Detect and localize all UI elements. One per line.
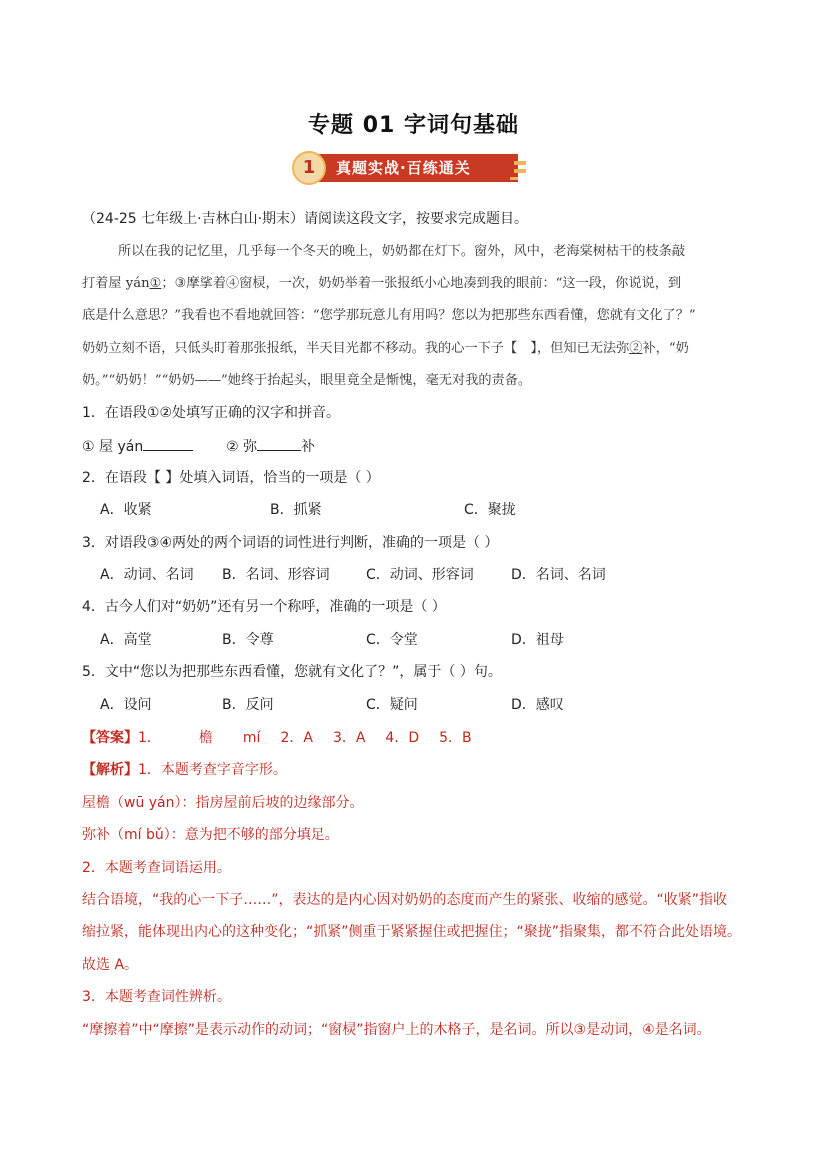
passage-text: 打着屋 yán xyxy=(82,276,150,291)
blank-label-a: ① 屋 yán xyxy=(82,439,144,455)
passage-line-1: 所以在我的记忆里，几乎每一个冬天的晚上，奶奶都在灯下。窗外，风中，老海棠树枯干的枝条敲 xyxy=(118,244,686,259)
q2-option-a[interactable]: A．收紧 xyxy=(100,502,152,518)
answer-1-pinyin: mí xyxy=(242,730,261,746)
answer-5: 5．B xyxy=(439,730,472,746)
passage-line-2 xyxy=(82,274,681,294)
answer-line xyxy=(82,728,472,748)
answer-blank-a[interactable] xyxy=(143,436,193,451)
q3-option-b[interactable]: B．名词、形容词 xyxy=(222,567,330,583)
page-title: 专题 01 字词句基础 xyxy=(308,113,519,138)
question-1: 1．在语段①②处填写正确的汉字和拼音。 xyxy=(82,405,341,421)
passage-text: 奶奶立刻不语，只低头盯着那张报纸，半天目光都不移动。我的心一下子【 】，但知已无法弥 xyxy=(82,341,630,356)
blank-mark-1: ① xyxy=(149,276,162,291)
answer-1: 1． xyxy=(138,730,161,746)
blank-mark-2: ② xyxy=(629,341,643,356)
analysis-line-4: 2．本题考查词语运用。 xyxy=(82,860,231,876)
analysis-label: 【解析】 xyxy=(82,762,138,778)
q5-option-b[interactable]: B．反问 xyxy=(222,697,274,713)
question-1-blanks xyxy=(82,436,315,457)
q3-option-a[interactable]: A．动词、名词 xyxy=(100,567,194,583)
banner-tail-decoration xyxy=(510,177,518,180)
q4-option-a[interactable]: A．高堂 xyxy=(100,632,152,648)
passage-text: ；③摩挲着④窗棂，一次，奶奶举着一张报纸小心地凑到我的眼前：“这一段，你说说，到 xyxy=(161,276,682,291)
answer-2: 2．A xyxy=(280,730,313,746)
source-line: （24-25 七年级上·吉林白山·期末）请阅读这段文字，按要求完成题目。 xyxy=(82,211,529,227)
analysis-text: 1．本题考查字音字形。 xyxy=(138,762,287,778)
analysis-line-9: “摩擦着”中“摩擦”是表示动作的动词；“窗棂”指窗户上的木格子，是名词。所以③是动词，④是名词。 xyxy=(82,1022,711,1038)
passage-line-3: 底是什么意思？”我看也不看地就回答：“您学那玩意儿有用吗？您以为把那些东西看懂，您就有文化了？” xyxy=(82,308,696,323)
q4-option-c[interactable]: C．令堂 xyxy=(366,632,418,648)
q5-option-d[interactable]: D．感叹 xyxy=(511,697,564,713)
q5-option-a[interactable]: A．设问 xyxy=(100,697,152,713)
answer-4: 4．D xyxy=(385,730,420,746)
question-5: 5．文中“您以为把那些东西看懂，您就有文化了？”，属于（ ）句。 xyxy=(82,664,502,680)
analysis-line-1 xyxy=(82,760,287,780)
q3-option-d[interactable]: D．名词、名词 xyxy=(511,567,606,583)
q5-option-c[interactable]: C．疑问 xyxy=(366,697,418,713)
question-2: 2．在语段【 】处填入词语，恰当的一项是（ ） xyxy=(82,470,380,486)
passage-text: 补，“奶 xyxy=(642,341,689,356)
q4-option-d[interactable]: D．祖母 xyxy=(511,632,564,648)
banner-number: 1 xyxy=(292,151,326,185)
question-4: 4．古今人们对“奶奶”还有另一个称呼，准确的一项是（ ） xyxy=(82,599,446,615)
passage-line-4 xyxy=(82,339,689,359)
q3-option-c[interactable]: C．动词、形容词 xyxy=(366,567,474,583)
analysis-line-2: 屋檐（wū yán）：指房屋前后坡的边缘部分。 xyxy=(82,795,364,811)
q4-option-b[interactable]: B．令尊 xyxy=(222,632,274,648)
q2-option-b[interactable]: B．抓紧 xyxy=(270,502,322,518)
answer-label: 【答案】 xyxy=(82,730,138,746)
blank-label-b: ② 弥 xyxy=(226,439,258,455)
section-banner xyxy=(292,149,532,187)
analysis-line-7: 故选 A。 xyxy=(82,957,139,973)
answer-3: 3．A xyxy=(332,730,366,746)
banner-tail-decoration xyxy=(514,161,526,165)
passage-line-5: 奶。”“奶奶！”“奶奶——”她终于抬起头，眼里竟全是惭愧，毫无对我的责备。 xyxy=(82,373,532,388)
analysis-line-3: 弥补（mí bǔ）：意为把不够的部分填足。 xyxy=(82,827,339,843)
analysis-line-8: 3．本题考查词性辨析。 xyxy=(82,989,231,1005)
q2-option-c[interactable]: C．聚拢 xyxy=(464,502,516,518)
answer-1-char: 檐 xyxy=(198,730,213,746)
blank-suffix-b: 补 xyxy=(301,439,316,455)
banner-tail-decoration xyxy=(514,169,526,173)
banner-label: 真题实战·百练通关 xyxy=(314,154,518,182)
question-3: 3．对语段③④两处的两个词语的词性进行判断，准确的一项是（ ） xyxy=(82,535,499,551)
analysis-line-6: 缩拉紧，能体现出内心的这种变化；“抓紧”侧重于紧紧握住或把握住；“聚拢”指聚集，都不符合此处语境。 xyxy=(82,924,742,940)
answer-blank-b[interactable] xyxy=(257,436,301,451)
analysis-line-5: 结合语境，“我的心一下子……”，表达的是内心因对奶奶的态度而产生的紧张、收缩的感觉。“收紧”指收 xyxy=(82,892,728,908)
